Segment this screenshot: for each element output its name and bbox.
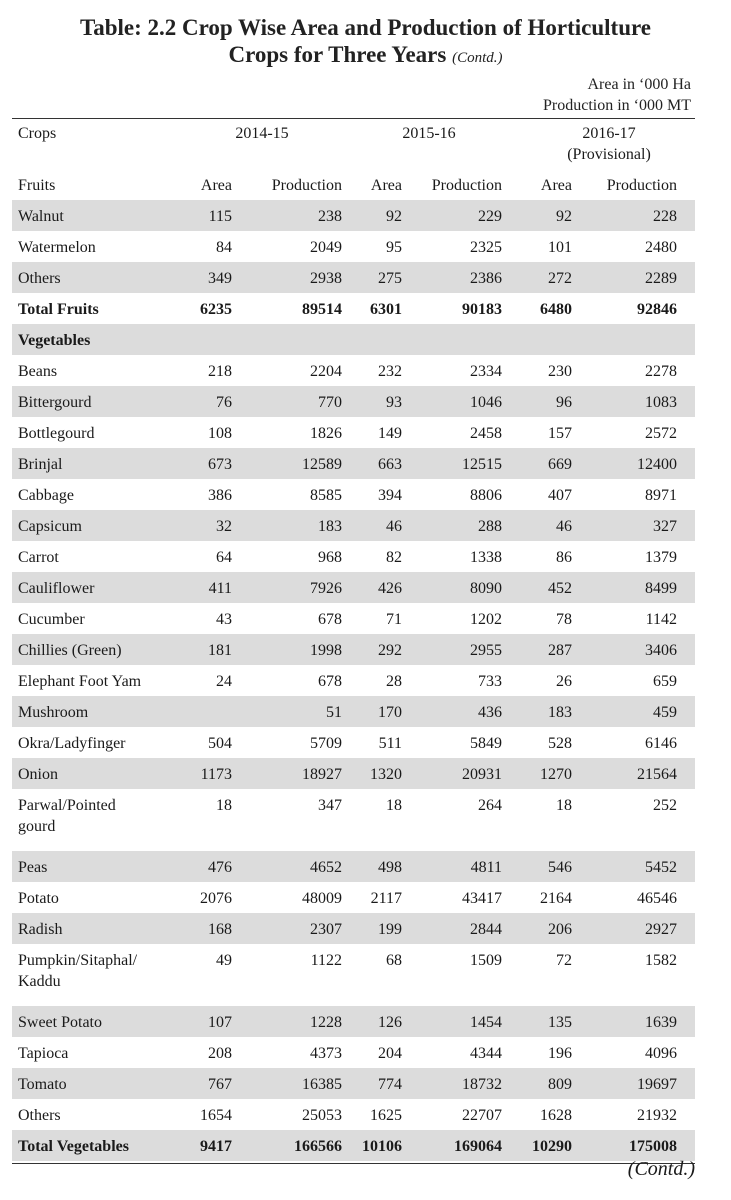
crops-header: Crops — [18, 125, 57, 142]
value-cell: 175008 — [629, 1138, 677, 1155]
table-row — [12, 789, 695, 851]
value-cell: 6235 — [200, 301, 232, 318]
value-cell: 72 — [556, 952, 572, 969]
table-title — [0, 14, 731, 72]
value-cell: 8585 — [310, 487, 342, 504]
crop-name-cell: Brinjal — [18, 456, 63, 473]
value-cell: 2844 — [470, 921, 502, 938]
value-cell: 511 — [378, 735, 402, 752]
year-2016-17-header: 2016-17 — [582, 125, 636, 142]
value-cell: 84 — [216, 239, 232, 256]
value-cell: 46 — [556, 518, 572, 535]
value-cell: 169064 — [454, 1138, 502, 1155]
crop-name-cell: Tapioca — [18, 1045, 69, 1062]
value-cell: 19697 — [637, 1076, 677, 1093]
value-cell: 228 — [653, 208, 677, 225]
table-row — [12, 479, 695, 510]
title-contd: (Contd.) — [452, 50, 503, 66]
value-cell: 498 — [378, 859, 402, 876]
table-row — [12, 944, 695, 1006]
value-cell: 183 — [318, 518, 342, 535]
value-cell: 32 — [216, 518, 232, 535]
value-cell: 2117 — [370, 890, 402, 907]
value-cell: 76 — [216, 394, 232, 411]
value-cell: 108 — [208, 425, 232, 442]
value-cell: 2049 — [310, 239, 342, 256]
table-bottom-rule — [12, 1163, 695, 1164]
crop-name-cell: Radish — [18, 921, 63, 938]
year-header-row — [12, 119, 695, 169]
units-area: Area in ‘000 Ha — [587, 76, 691, 93]
value-cell: 678 — [318, 673, 342, 690]
value-cell: 1654 — [200, 1107, 232, 1124]
value-cell: 10290 — [532, 1138, 572, 1155]
value-cell: 733 — [478, 673, 502, 690]
value-cell: 12515 — [462, 456, 502, 473]
value-cell: 1122 — [310, 952, 342, 969]
value-cell: 546 — [548, 859, 572, 876]
column-header-row — [12, 169, 695, 200]
value-cell: 95 — [386, 239, 402, 256]
crop-name-cell: Bittergourd — [18, 394, 92, 411]
value-cell: 199 — [378, 921, 402, 938]
value-cell: 101 — [548, 239, 572, 256]
value-cell: 4652 — [310, 859, 342, 876]
value-cell: 170 — [378, 704, 402, 721]
table-row — [12, 510, 695, 541]
value-cell: 407 — [548, 487, 572, 504]
value-cell: 426 — [378, 580, 402, 597]
value-cell: 92 — [556, 208, 572, 225]
table-row — [12, 293, 695, 324]
value-cell: 2076 — [200, 890, 232, 907]
crop-name-cell: Chillies (Green) — [18, 642, 122, 659]
value-cell: 183 — [548, 704, 572, 721]
title-line-2 — [0, 41, 731, 72]
table-row — [12, 634, 695, 665]
crop-name-cell: Beans — [18, 363, 58, 380]
crop-name-cell: Cucumber — [18, 611, 85, 628]
value-cell: 8971 — [645, 487, 677, 504]
value-cell: 2204 — [310, 363, 342, 380]
crop-name-cell: Watermelon — [18, 239, 96, 256]
value-cell: 6146 — [645, 735, 677, 752]
table-row — [12, 882, 695, 913]
value-cell: 46 — [386, 518, 402, 535]
value-cell: 82 — [386, 549, 402, 566]
value-cell: 968 — [318, 549, 342, 566]
table-row — [12, 417, 695, 448]
crop-name-cell: Carrot — [18, 549, 59, 566]
value-cell: 12589 — [302, 456, 342, 473]
provisional-note: (Provisional) — [567, 146, 651, 163]
value-cell: 2955 — [470, 642, 502, 659]
value-cell: 659 — [653, 673, 677, 690]
value-cell: 18732 — [462, 1076, 502, 1093]
value-cell: 476 — [208, 859, 232, 876]
data-table — [12, 118, 695, 1161]
value-cell: 2307 — [310, 921, 342, 938]
value-cell: 1142 — [645, 611, 677, 628]
crop-name-cell: Tomato — [18, 1076, 67, 1093]
table-row — [12, 1099, 695, 1130]
year-2015-16-header: 2015-16 — [402, 125, 456, 142]
value-cell: 2325 — [470, 239, 502, 256]
crop-name-cell: Walnut — [18, 208, 64, 225]
value-cell: 436 — [478, 704, 502, 721]
table-row — [12, 572, 695, 603]
value-cell: 78 — [556, 611, 572, 628]
value-cell: 264 — [478, 797, 502, 814]
value-cell: 64 — [216, 549, 232, 566]
value-cell: 166566 — [294, 1138, 342, 1155]
value-cell: 208 — [208, 1045, 232, 1062]
fruits-section-label: Fruits — [18, 177, 56, 194]
value-cell: 21932 — [637, 1107, 677, 1124]
value-cell: 135 — [548, 1014, 572, 1031]
value-cell: 2289 — [645, 270, 677, 287]
table-row — [12, 727, 695, 758]
units-production: Production in ‘000 MT — [543, 97, 691, 114]
value-cell: 5849 — [470, 735, 502, 752]
value-cell: 168 — [208, 921, 232, 938]
value-cell: 288 — [478, 518, 502, 535]
value-cell: 92 — [386, 208, 402, 225]
value-cell: 43 — [216, 611, 232, 628]
value-cell: 669 — [548, 456, 572, 473]
value-cell: 1826 — [310, 425, 342, 442]
year-2014-15-header: 2014-15 — [235, 125, 289, 142]
value-cell: 238 — [318, 208, 342, 225]
crop-name-cell: Cauliflower — [18, 580, 95, 597]
value-cell: 96 — [556, 394, 572, 411]
crop-name-cell: Parwal/Pointed gourd — [18, 797, 116, 835]
value-cell: 26 — [556, 673, 572, 690]
value-cell: 272 — [548, 270, 572, 287]
value-cell: 292 — [378, 642, 402, 659]
value-cell: 68 — [386, 952, 402, 969]
value-cell: 2480 — [645, 239, 677, 256]
value-cell: 1639 — [645, 1014, 677, 1031]
title-line-1: Table: 2.2 Crop Wise Area and Production of Horticulture — [80, 15, 651, 40]
value-cell: 6301 — [370, 301, 402, 318]
table-row — [12, 448, 695, 479]
table-row — [12, 851, 695, 882]
value-cell: 2278 — [645, 363, 677, 380]
crop-name-cell: Onion — [18, 766, 58, 783]
crop-name-cell: Mushroom — [18, 704, 89, 721]
value-cell: 1320 — [370, 766, 402, 783]
value-cell: 327 — [653, 518, 677, 535]
value-cell: 2164 — [540, 890, 572, 907]
value-cell: 90183 — [462, 301, 502, 318]
value-cell: 2386 — [470, 270, 502, 287]
value-cell: 394 — [378, 487, 402, 504]
value-cell: 126 — [378, 1014, 402, 1031]
area-header-2015: Area — [370, 177, 402, 194]
value-cell: 89514 — [302, 301, 342, 318]
crop-name-cell: Elephant Foot Yam — [18, 673, 142, 690]
value-cell: 2938 — [310, 270, 342, 287]
table-row — [12, 913, 695, 944]
value-cell: 18927 — [302, 766, 342, 783]
value-cell: 107 — [208, 1014, 232, 1031]
units-note — [543, 74, 691, 116]
value-cell: 229 — [478, 208, 502, 225]
crop-name-cell: Others — [18, 270, 61, 287]
production-header-2014: Production — [271, 177, 342, 194]
value-cell: 230 — [548, 363, 572, 380]
value-cell: 1625 — [370, 1107, 402, 1124]
value-cell: 25053 — [302, 1107, 342, 1124]
value-cell: 20931 — [462, 766, 502, 783]
table-row — [12, 1006, 695, 1037]
table-row — [12, 541, 695, 572]
value-cell: 1582 — [645, 952, 677, 969]
table-row — [12, 386, 695, 417]
value-cell: 252 — [653, 797, 677, 814]
value-cell: 93 — [386, 394, 402, 411]
crop-name-cell: Potato — [18, 890, 59, 907]
value-cell: 347 — [318, 797, 342, 814]
value-cell: 232 — [378, 363, 402, 380]
crop-name-cell: Okra/Ladyfinger — [18, 735, 126, 752]
value-cell: 51 — [326, 704, 342, 721]
value-cell: 2458 — [470, 425, 502, 442]
value-cell: 8090 — [470, 580, 502, 597]
value-cell: 6480 — [540, 301, 572, 318]
table-row — [12, 1068, 695, 1099]
value-cell: 149 — [378, 425, 402, 442]
value-cell: 7926 — [310, 580, 342, 597]
value-cell: 287 — [548, 642, 572, 659]
value-cell: 809 — [548, 1076, 572, 1093]
table-row — [12, 603, 695, 634]
value-cell: 663 — [378, 456, 402, 473]
value-cell: 157 — [548, 425, 572, 442]
footer-contd: (Contd.) — [627, 1158, 695, 1180]
value-cell: 349 — [208, 270, 232, 287]
value-cell: 48009 — [302, 890, 342, 907]
value-cell: 767 — [208, 1076, 232, 1093]
value-cell: 24 — [216, 673, 232, 690]
value-cell: 1628 — [540, 1107, 572, 1124]
value-cell: 1046 — [470, 394, 502, 411]
value-cell: 411 — [208, 580, 232, 597]
value-cell: 18 — [386, 797, 402, 814]
value-cell: 28 — [386, 673, 402, 690]
value-cell: 678 — [318, 611, 342, 628]
value-cell: 5452 — [645, 859, 677, 876]
value-cell: 3406 — [645, 642, 677, 659]
table-row — [12, 696, 695, 727]
table-body — [12, 200, 695, 1161]
value-cell: 8499 — [645, 580, 677, 597]
area-header-2016: Area — [540, 177, 572, 194]
value-cell: 18 — [216, 797, 232, 814]
value-cell: 5709 — [310, 735, 342, 752]
value-cell: 459 — [653, 704, 677, 721]
value-cell: 4811 — [470, 859, 502, 876]
value-cell: 18 — [556, 797, 572, 814]
value-cell: 206 — [548, 921, 572, 938]
value-cell: 218 — [208, 363, 232, 380]
value-cell: 275 — [378, 270, 402, 287]
production-header-2015: Production — [431, 177, 502, 194]
value-cell: 12400 — [637, 456, 677, 473]
value-cell: 8806 — [470, 487, 502, 504]
crop-name-cell: Others — [18, 1107, 61, 1124]
value-cell: 1454 — [470, 1014, 502, 1031]
value-cell: 1509 — [470, 952, 502, 969]
value-cell: 1338 — [470, 549, 502, 566]
value-cell: 1202 — [470, 611, 502, 628]
crop-name-cell: Capsicum — [18, 518, 82, 535]
production-header-2016: Production — [606, 177, 677, 194]
value-cell: 2572 — [645, 425, 677, 442]
value-cell: 46546 — [637, 890, 677, 907]
title-line-2-text: Crops for Three Years — [228, 42, 447, 67]
value-cell: 528 — [548, 735, 572, 752]
value-cell: 673 — [208, 456, 232, 473]
table-row — [12, 665, 695, 696]
value-cell: 49 — [216, 952, 232, 969]
value-cell: 774 — [378, 1076, 402, 1093]
crop-name-cell: Total Fruits — [18, 301, 99, 318]
value-cell: 2334 — [470, 363, 502, 380]
value-cell: 181 — [208, 642, 232, 659]
area-header-2014: Area — [200, 177, 232, 194]
crop-name-cell: Peas — [18, 859, 48, 876]
table-row — [12, 324, 695, 355]
value-cell: 71 — [386, 611, 402, 628]
value-cell: 1228 — [310, 1014, 342, 1031]
crop-name-cell: Sweet Potato — [18, 1014, 102, 1031]
value-cell: 504 — [208, 735, 232, 752]
crop-name-cell: Cabbage — [18, 487, 74, 504]
table-row — [12, 262, 695, 293]
value-cell: 115 — [208, 208, 232, 225]
value-cell: 1173 — [200, 766, 232, 783]
value-cell: 21564 — [637, 766, 677, 783]
value-cell: 1270 — [540, 766, 572, 783]
crop-name-cell: Vegetables — [18, 332, 91, 349]
value-cell: 204 — [378, 1045, 402, 1062]
value-cell: 10106 — [362, 1138, 402, 1155]
table-row — [12, 231, 695, 262]
value-cell: 452 — [548, 580, 572, 597]
value-cell: 770 — [318, 394, 342, 411]
crop-name-cell: Pumpkin/Sitaphal/ Kaddu — [18, 952, 138, 990]
value-cell: 22707 — [462, 1107, 502, 1124]
value-cell: 86 — [556, 549, 572, 566]
value-cell: 1998 — [310, 642, 342, 659]
value-cell: 1379 — [645, 549, 677, 566]
value-cell: 43417 — [462, 890, 502, 907]
table-row — [12, 758, 695, 789]
table-row — [12, 1037, 695, 1068]
crop-name-cell: Total Vegetables — [18, 1138, 129, 1155]
table-row — [12, 200, 695, 231]
value-cell: 16385 — [302, 1076, 342, 1093]
value-cell: 92846 — [637, 301, 677, 318]
table-row — [12, 1130, 695, 1161]
value-cell: 2927 — [645, 921, 677, 938]
value-cell: 386 — [208, 487, 232, 504]
table-row — [12, 355, 695, 386]
value-cell: 4096 — [645, 1045, 677, 1062]
value-cell: 4373 — [310, 1045, 342, 1062]
crop-name-cell: Bottlegourd — [18, 425, 95, 442]
value-cell: 196 — [548, 1045, 572, 1062]
value-cell: 9417 — [200, 1138, 232, 1155]
value-cell: 4344 — [470, 1045, 502, 1062]
value-cell: 1083 — [645, 394, 677, 411]
